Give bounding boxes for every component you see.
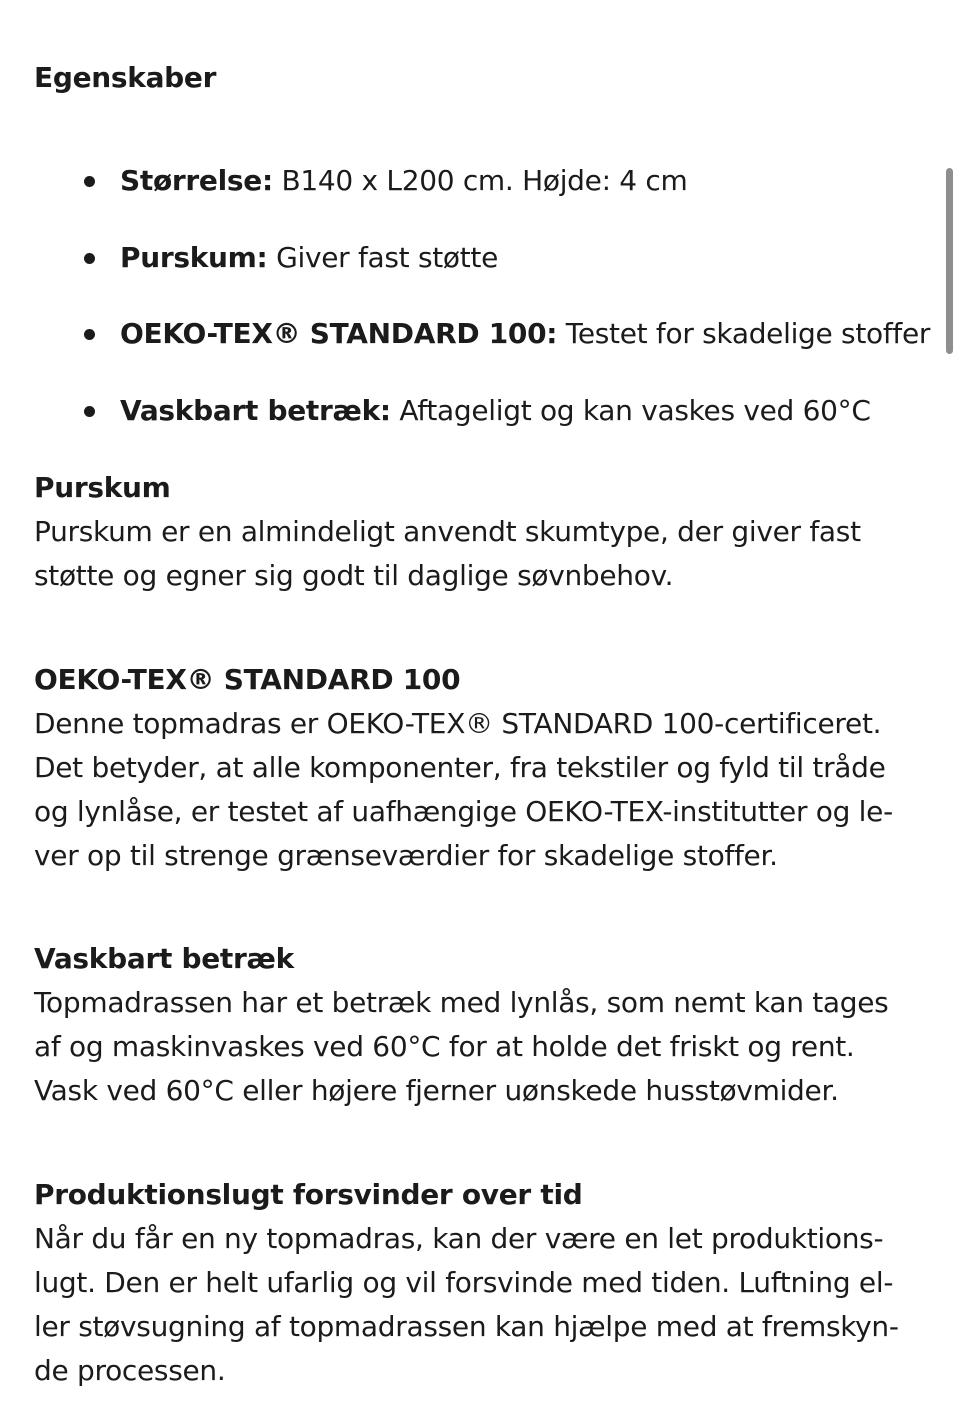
section-text-purskum xyxy=(34,510,934,598)
property-label: Størrelse: xyxy=(120,164,273,197)
property-label: OEKO-TEX® STANDARD 100: xyxy=(120,317,558,350)
section-heading-washable-cover: Vaskbart betræk xyxy=(34,942,294,975)
text-line: Topmadrassen har et betræk med lynlås, som nemt kan tages xyxy=(34,986,889,1019)
property-label: Vaskbart betræk: xyxy=(120,393,391,427)
text-line: Det betyder, at alle komponenter, fra tekstiler og fyld til tråde xyxy=(34,751,886,784)
text-line: Purskum er en almindeligt anvendt skumtype, der giver fast xyxy=(34,515,861,548)
property-value: Aftageligt og kan vaskes ved 60°C xyxy=(399,393,871,427)
property-value: B140 x L200 cm. Højde: 4 cm xyxy=(281,164,688,197)
text-line: Når du får en ny topmadras, kan der være en let produktions- xyxy=(34,1222,884,1255)
bullet-icon xyxy=(84,253,95,264)
section-text-washable-cover xyxy=(34,981,934,1113)
bullet-icon xyxy=(84,406,95,417)
text-line: Denne topmadras er OEKO-TEX® STANDARD 100-certificeret. xyxy=(34,707,882,740)
bullet-icon xyxy=(84,176,95,187)
text-line: Vask ved 60°C eller højere fjerner uønskede husstøvmider. xyxy=(34,1074,839,1107)
text-line: af og maskinvaskes ved 60°C for at holde det friskt og rent. xyxy=(34,1030,855,1063)
list-item-foam xyxy=(0,236,930,313)
text-line: ver op til strenge grænseværdier for skadelige stoffer. xyxy=(34,839,778,872)
properties-heading: Egenskaber xyxy=(34,61,217,94)
properties-list xyxy=(0,159,930,465)
list-item-size xyxy=(0,159,930,236)
section-text-production-smell xyxy=(34,1217,934,1393)
text-line: støtte og egner sig godt til daglige søvnbehov. xyxy=(34,559,674,592)
section-heading-production-smell: Produktionslugt forsvinder over tid xyxy=(34,1178,583,1211)
section-text-oeko-tex xyxy=(34,702,934,878)
property-label: Purskum: xyxy=(120,240,268,274)
section-heading-oeko-tex: OEKO-TEX® STANDARD 100 xyxy=(34,663,461,696)
text-line: lugt. Den er helt ufarlig og vil forsvinde med tiden. Luftning el- xyxy=(34,1266,894,1299)
text-line: ler støvsugning af topmadrassen kan hjælpe med at fremskyn- xyxy=(34,1310,899,1343)
section-heading-purskum: Purskum xyxy=(34,471,171,504)
list-item-oeko-tex xyxy=(0,312,930,389)
property-value: Testet for skadelige stoffer xyxy=(565,317,931,350)
text-line: og lynlåse, er testet af uafhængige OEKO-TEX-institutter og le- xyxy=(34,795,893,828)
property-value: Giver fast støtte xyxy=(276,240,499,274)
list-item-washable-cover xyxy=(0,389,930,466)
text-line: de processen. xyxy=(34,1354,226,1387)
scrollbar-thumb[interactable] xyxy=(946,168,953,354)
bullet-icon xyxy=(84,329,95,340)
